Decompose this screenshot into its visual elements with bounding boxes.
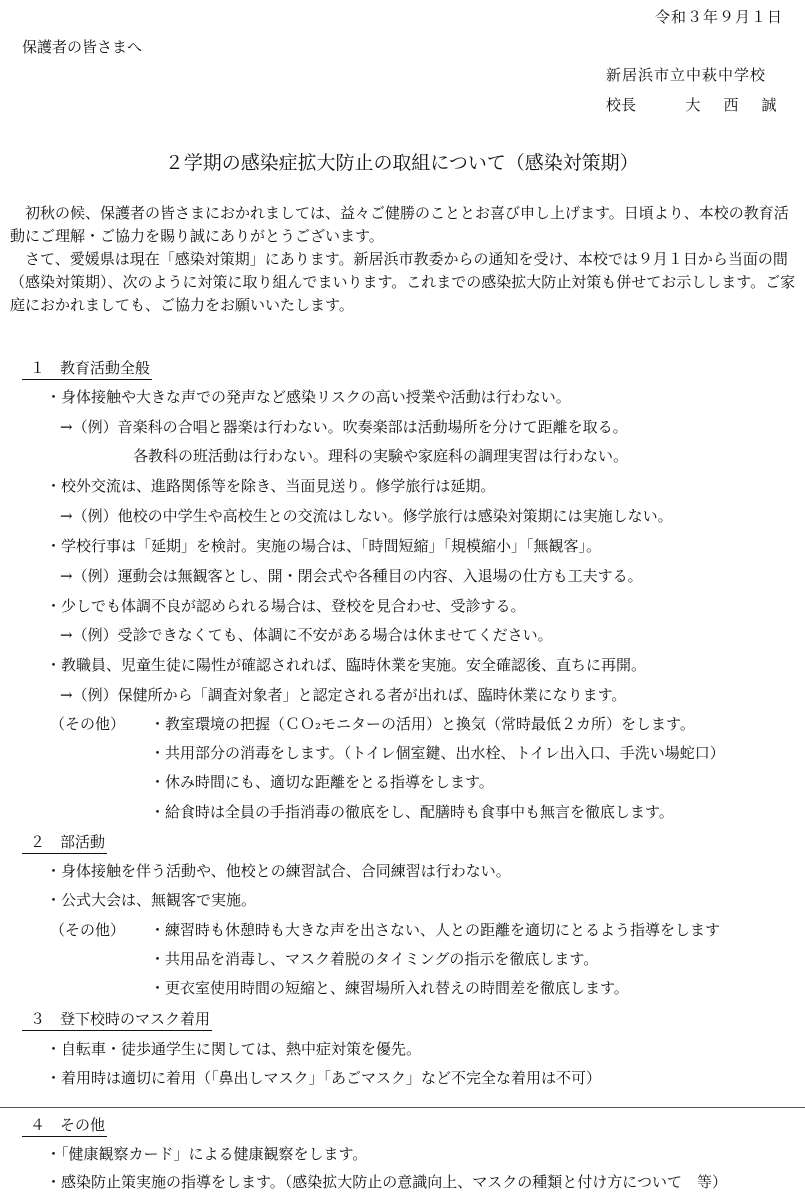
list-item: ・自転車・徒歩通学生に関しては、熱中症対策を優先。 — [46, 1040, 422, 1058]
list-item: ・校外交流は、進路関係等を除き、当面見送り。修学旅行は延期。 — [46, 477, 496, 495]
example-item: →（例）運動会は無観客とし、開・閉会式や各種目の内容、入退場の仕方も工夫する。 — [60, 567, 643, 585]
section-heading: ２ 部活動 — [22, 831, 107, 854]
section-heading: ３ 登下校時のマスク着用 — [22, 1008, 212, 1031]
principal-name-char: 誠 — [761, 96, 777, 114]
other-item: ・休み時間にも、適切な距離をとる指導をします。 — [150, 773, 494, 791]
list-item: ・公式大会は、無観客で実施。 — [46, 891, 257, 909]
list-item: ・着用時は適切に着用（「鼻出しマスク」「あごマスク」など不完全な着用は不可） — [46, 1069, 602, 1087]
document-date: 令和３年９月１日 — [654, 8, 783, 26]
other-label: （その他） — [50, 921, 126, 939]
list-item: ・教職員、児童生徒に陽性が確認されれば、臨時休業を実施。安全確認後、直ちに再開。 — [46, 656, 647, 674]
other-label: （その他） — [50, 715, 126, 733]
example-item: →（例）保健所から「調査対象者」と認定される者が出れば、臨時休業になります。 — [60, 686, 627, 704]
other-item: ・教室環境の把握（ＣＯ₂モニターの活用）と換気（常時最低２カ所）をします。 — [150, 715, 695, 733]
principal-name-char: 大 — [685, 96, 701, 114]
example-item: →（例）受診できなくても、体調に不安がある場合は休ませてください。 — [60, 626, 553, 644]
example-item: →（例）他校の中学生や高校生との交流はしない。修学旅行は感染対策期には実施しない。 — [60, 507, 673, 525]
principal-role: 校長 — [606, 96, 637, 114]
intro-paragraph: さて、愛媛県は現在「感染対策期」にあります。新居浜市教委からの通知を受け、本校では９月１日から当面の間（感染対策期）、次のように対策に取り組んでまいります。これまでの感染拡大防止対策も併せてお示しします。ご家庭におかれましても、ご協力をお願いいたします。 — [10, 250, 796, 314]
section-heading: ４ その他 — [22, 1114, 107, 1137]
list-item: ・学校行事は「延期」を検討。実施の場合は、「時間短縮」「規模縮小」「無観客」。 — [46, 537, 602, 555]
other-item: ・共用部分の消毒をします。（トイレ個室鍵、出水栓、トイレ出入口、手洗い場蛇口） — [150, 744, 725, 762]
divider — [0, 1107, 805, 1108]
list-item: ・感染防止策実施の指導をします。（感染拡大防止の意識向上、マスクの種類と付け方について 等） — [46, 1173, 728, 1191]
other-item: ・給食時は全員の手指消毒の徹底をし、配膳時も食事中も無言を徹底します。 — [150, 803, 674, 821]
example-item: 各教科の班活動は行わない。理科の実験や家庭科の調理実習は行わない。 — [133, 447, 629, 465]
other-item: ・練習時も休憩時も大きな声を出さない、人との距離を適切にとるよう指導をします — [150, 921, 721, 939]
intro-paragraph: 初秋の候、保護者の皆さまにおかれましては、益々ご健勝のこととお喜び申し上げます。日頃より、本校の教育活動にご理解・ご協力を賜り誠にありがとうございます。 — [10, 204, 789, 245]
school-name: 新居浜市立中萩中学校 — [606, 66, 767, 84]
list-item: ・身体接触や大きな声での発声など感染リスクの高い授業や活動は行わない。 — [46, 388, 571, 406]
principal — [606, 94, 788, 115]
list-item: ・少しでも体調不良が認められる場合は、登校を見合わせ、受診する。 — [46, 597, 526, 615]
list-item: ・身体接触を伴う活動や、他校との練習試合、合同練習は行わない。 — [46, 862, 511, 880]
other-item: ・共用品を消毒し、マスク着脱のタイミングの指示を徹底します。 — [150, 950, 599, 968]
other-item: ・更衣室使用時間の短縮と、練習場所入れ替えの時間差を徹底します。 — [150, 979, 629, 997]
section-heading: １ 教育活動全般 — [22, 357, 152, 380]
addressee: 保護者の皆さまへ — [22, 38, 143, 56]
intro-text — [10, 202, 802, 317]
list-item: ・「健康観察カード」による健康観察をします。 — [46, 1145, 368, 1163]
document-title: ２学期の感染症拡大防止の取組について（感染対策期） — [164, 152, 639, 174]
example-item: →（例）音楽科の合唱と器楽は行わない。吹奏楽部は活動場所を分けて距離を取る。 — [60, 418, 628, 436]
principal-name-char: 西 — [723, 96, 739, 114]
